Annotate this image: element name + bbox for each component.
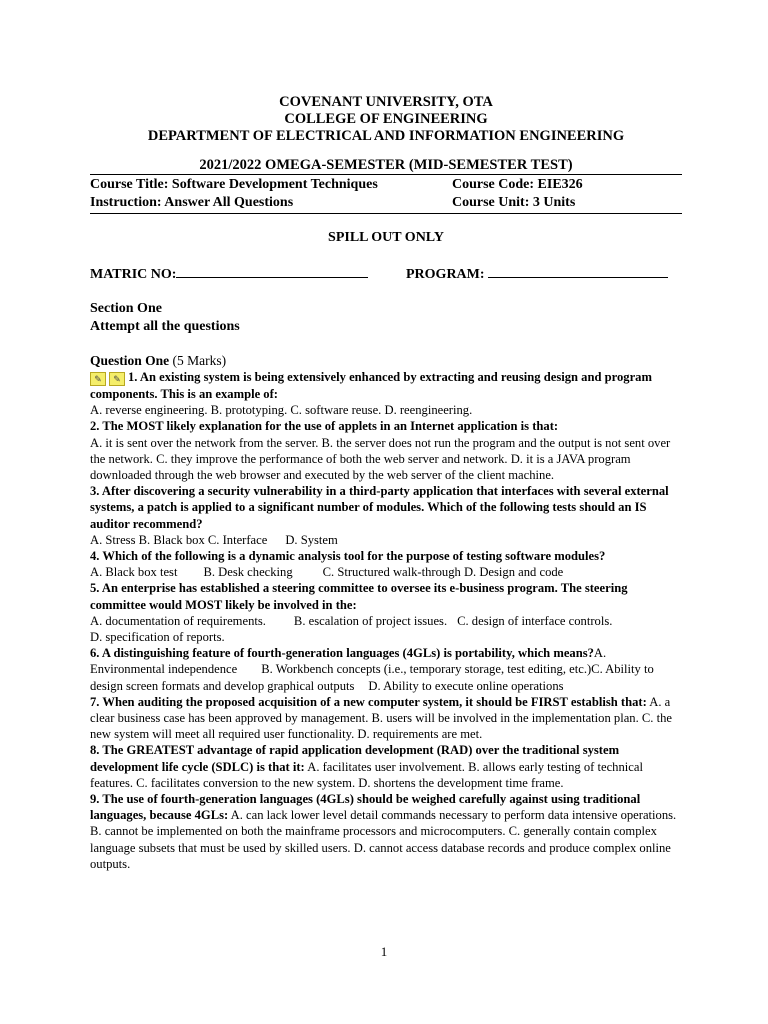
- question-options: A. can lack lower level detail commands necessary to perform data intensive operations. B. cannot be implemented on both the mainframe processors and microcomputers. C. generally contain complex language subsets that must be used by skilled users. D. cannot access database records and produce complex online outputs.: [90, 808, 677, 871]
- question-options: A. reverse engineering. B. prototyping. C. software reuse. D. reengineering.: [90, 403, 473, 418]
- question-2: [90, 418, 682, 483]
- question-9: [90, 791, 682, 872]
- program-blank[interactable]: [488, 265, 668, 278]
- question-options: A. facilitates user involvement. B. allows early testing of technical features. C. facilitates conversion to the new system. D. shortens the development time frame.: [90, 759, 643, 790]
- department-name: DEPARTMENT OF ELECTRICAL AND INFORMATION ENGINEERING: [147, 128, 625, 144]
- question-options: D. Ability to execute online operations: [368, 678, 564, 693]
- course-code: Course Code: EIE326: [452, 177, 583, 192]
- page-number: 1: [380, 944, 388, 959]
- question-one-marks: (5 Marks): [169, 353, 227, 368]
- question-text: 9. The use of fourth-generation languages (4GLs) should be weighed carefully against using traditional languages, because 4GLs:: [90, 792, 641, 823]
- section-title: Section One: [90, 301, 162, 316]
- course-info-box: [90, 174, 682, 214]
- instruction: [90, 194, 452, 212]
- matric-label: MATRIC NO:: [90, 267, 177, 282]
- question-list: [90, 369, 682, 872]
- question-text: 1. An existing system is being extensively enhanced by extracting and reusing design and program components. This is an example of:: [90, 370, 652, 401]
- university-name: COVENANT UNIVERSITY, OTA: [279, 94, 493, 110]
- question-options: B. Desk checking: [203, 565, 293, 580]
- question-options: A. a clear business case has been approved by management. B. users will be involved in the implementation plan. C. the new system will meet all required user functionality. D. requirements are met.: [90, 694, 672, 742]
- question-options: A. it is sent over the network from the server. B. the server does not run the program and the output is not sent over the network. C. they improve the performance of both the web server and network. D. it is a JAVA program downloaded through the web browser and executed by the web server of the client machine.: [90, 435, 671, 483]
- question-text: 6. A distinguishing feature of fourth-generation languages (4GLs) is portability, which means?: [90, 646, 594, 661]
- question-7: [90, 694, 682, 743]
- question-3: [90, 483, 682, 548]
- course-title: Course Title: Software Development Techniques: [90, 177, 378, 192]
- question-text: 2. The MOST likely explanation for the use of applets in an Internet application is that:: [90, 419, 559, 434]
- question-6: [90, 645, 682, 694]
- comment-note-icon[interactable]: ✎: [109, 372, 125, 386]
- question-options: D. specification of reports.: [90, 630, 225, 645]
- matric-blank[interactable]: [176, 265, 368, 278]
- question-text: 3. After discovering a security vulnerability in a third-party application that interfaces with several external systems, a patch is applied to a significant number of modules. Which of the following tests should an IS auditor recommend?: [90, 484, 669, 531]
- question-4: [90, 548, 682, 580]
- question-5: [90, 580, 682, 645]
- question-1: [90, 369, 682, 418]
- question-options: A. documentation of requirements.: [90, 613, 266, 628]
- course-unit: Course Unit: 3 Units: [452, 195, 576, 210]
- exam-page: [90, 94, 682, 872]
- question-text: 8. The GREATEST advantage of rapid application development (RAD) over the traditional system development life cycle (SDLC) is that it:: [90, 743, 620, 774]
- question-options: C. design of interface controls.: [457, 613, 613, 628]
- instruction-text: : Answer All Questions: [156, 195, 294, 210]
- question-text: 4. Which of the following is a dynamic analysis tool for the purpose of testing software modules?: [90, 549, 606, 564]
- college-name: COLLEGE OF ENGINEERING: [284, 111, 488, 127]
- question-one-label: Question One: [90, 353, 170, 368]
- question-options: D. System: [285, 532, 338, 547]
- exam-term: 2021/2022 OMEGA-SEMESTER (MID-SEMESTER TEST): [199, 157, 573, 173]
- question-one-heading: [90, 353, 682, 369]
- question-options: B. escalation of project issues.: [293, 613, 448, 628]
- question-8: [90, 742, 682, 791]
- spill-out-notice: SPILL OUT ONLY: [328, 230, 444, 245]
- matric-field[interactable]: [90, 265, 406, 283]
- program-label: PROGRAM:: [406, 267, 489, 282]
- student-fields: [90, 265, 682, 283]
- question-options: A. Environmental independence: [90, 646, 607, 677]
- question-options: A. Black box test: [90, 565, 178, 580]
- question-text: 5. An enterprise has established a steering committee to oversee its e-business program. The steering committee would MOST likely be involved in the:: [90, 581, 628, 612]
- comment-note-icon[interactable]: ✎: [90, 372, 106, 386]
- question-options: B. Workbench concepts (i.e., temporary storage, test editing, etc.)C. Ability to design screen formats and develop graphical outputs: [90, 662, 654, 693]
- question-options: A. Stress B. Black box C. Interface: [90, 532, 268, 547]
- instruction-label: Instruction: [90, 195, 157, 210]
- question-options: C. Structured walk-through D. Design and code: [322, 565, 564, 580]
- section-subtitle: Attempt all the questions: [90, 319, 240, 334]
- question-text: 7. When auditing the proposed acquisition of a new computer system, it should be FIRST establish that:: [90, 694, 647, 709]
- program-field[interactable]: [406, 265, 668, 283]
